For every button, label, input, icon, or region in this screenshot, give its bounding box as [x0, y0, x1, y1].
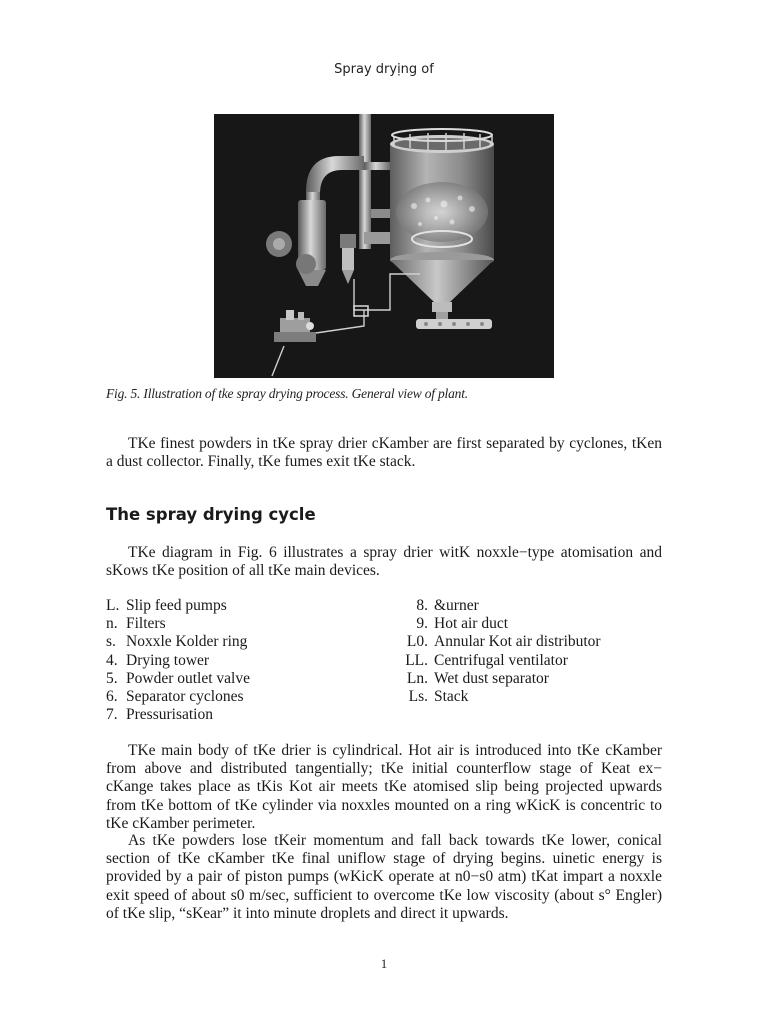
list-item-label: Noxxle Kolder ring	[126, 633, 248, 651]
list-item	[106, 615, 250, 633]
list-item	[106, 688, 250, 706]
list-item-label: Filters	[126, 615, 166, 633]
list-item-number: Ln.	[406, 669, 428, 687]
list-item-number: Ls.	[408, 688, 428, 706]
main-body-paragraph: TKe main body of tKe drier is cylindrical. Hot air is introduced into tKe cKamber from above and distributed tangentially; tKe initial counterflow stage of Keat ex− cKange takes place as tKis Kot air meets tKe atomised slip being projected upwards from tKe bottom of tKe cylinder via noxxles mounted on a ring wKicK is concentric to tKe cKamber perimeter.	[106, 742, 662, 832]
list-item-number: 5.	[106, 669, 118, 687]
list-item-number: 4.	[106, 651, 118, 669]
list-item-label: Pressurisation	[126, 706, 213, 724]
list-item-number: L0.	[406, 633, 428, 651]
hot-air-duct	[306, 156, 364, 194]
plant-illustration	[214, 114, 554, 378]
list-item-number: 8.	[416, 597, 428, 614]
list-item-number: 6.	[106, 688, 118, 706]
list-item	[398, 688, 601, 706]
page-number: 1	[380, 956, 388, 971]
list-item-label: Wet dust separator	[434, 669, 549, 687]
list-item-number: s.	[106, 633, 116, 651]
list-item-label: Drying tower	[126, 651, 210, 669]
list-item	[398, 652, 601, 670]
powders-paragraph: As tKe powders lose tKeir momentum and fall back towards tKe lower, conical section of tKe cKamber tKe final uniflow stage of drying begins. uinetic energy is provided by a pair of piston pumps (wKicK operate at n0−s0 atm) tKat impart a noxxle exit speed of about s0 m/sec, sufficient to overcome tKe low viscosity (about s° Engler) of tKe slip, “sKear” it into minute droplets and direct it upwards.	[106, 832, 662, 922]
list-item-label: Slip feed pumps	[126, 597, 227, 614]
list-item	[106, 633, 250, 651]
list-item	[106, 652, 250, 670]
list-item-label: &urner	[434, 597, 479, 614]
list-item	[398, 633, 601, 651]
list-item-number: 9.	[416, 615, 428, 633]
figure-caption: Fig. 5. Illustration of tke spray drying process. General view of plant.	[106, 386, 468, 401]
device-list-left	[106, 597, 250, 724]
running-header: Spray dryịng of	[334, 62, 434, 77]
list-item-label: Separator cyclones	[126, 688, 244, 706]
list-item-label: Annular Kot air distributor	[434, 633, 601, 651]
list-item-number: L.	[106, 597, 120, 614]
stack-pipe	[359, 114, 371, 249]
device-list-right	[398, 597, 601, 706]
list-item	[398, 597, 601, 615]
list-item-label: Powder outlet valve	[126, 669, 250, 687]
list-item-number: 7.	[106, 706, 118, 724]
list-item	[398, 615, 601, 633]
list-item-label: Hot air duct	[434, 615, 509, 633]
list-item	[106, 670, 250, 688]
list-item	[398, 670, 601, 688]
conical-section	[390, 260, 494, 302]
list-item	[106, 706, 250, 724]
list-item-label: Stack	[434, 688, 469, 706]
diagram-intro-paragraph: TKe diagram in Fig. 6 illustrates a spray drier witK noxxle−type atomisation and sKows tKe position of all tKe main devices.	[106, 544, 662, 580]
slip-feed-pumps	[274, 310, 316, 342]
list-item	[106, 597, 250, 615]
list-item-number: n.	[106, 615, 118, 633]
intro-paragraph: TKe finest powders in tKe spray drier cKamber are first separated by cyclones, tKen a dust collector. Finally, tKe fumes exit tKe stack.	[106, 435, 662, 471]
list-item-number: LL.	[405, 651, 428, 669]
list-item-label: Centrifugal ventilator	[434, 651, 568, 669]
section-heading: The spray drying cycle	[106, 505, 316, 524]
